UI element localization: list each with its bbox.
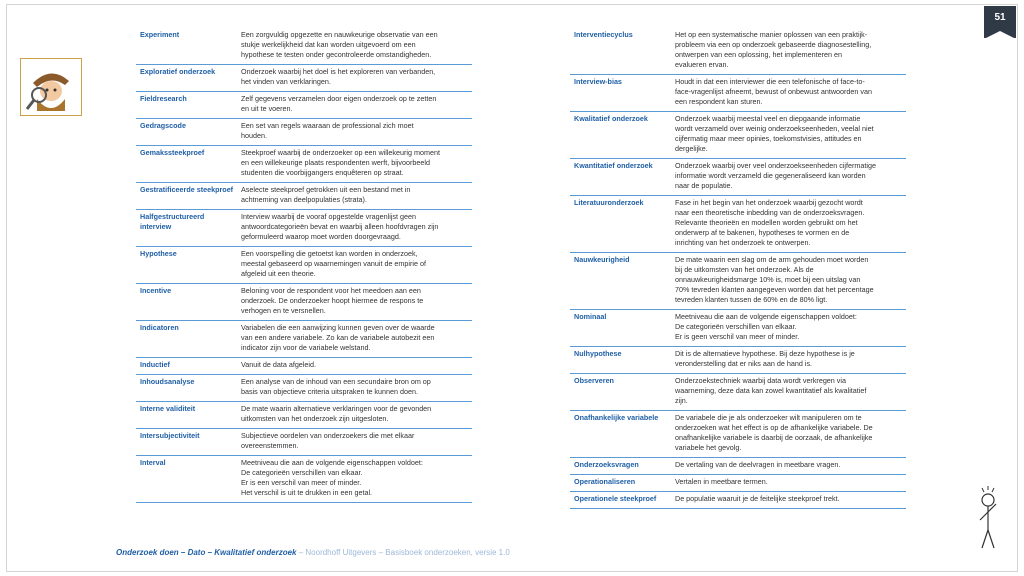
glossary-entry: [136, 375, 472, 402]
page-number-badge: [984, 6, 1016, 38]
glossary-definition: De populatie waaruit je de feitelijke steekproef trekt.: [675, 494, 840, 503]
glossary-term: Onderzoeksvragen: [574, 460, 639, 469]
glossary-entry: [570, 347, 906, 374]
glossary-term: Kwantitatief onderzoek: [574, 161, 653, 170]
glossary-entry: [570, 112, 906, 159]
footer-series: Onderzoek doen – Dato – Kwalitatief onderzoek: [116, 548, 297, 557]
glossary-term: Kwalitatief onderzoek: [574, 114, 648, 123]
glossary-term: Exploratief onderzoek: [140, 67, 216, 76]
glossary-entry: [136, 210, 472, 247]
glossary-entry: [136, 65, 472, 92]
glossary-term: Operationele steekproef: [574, 494, 657, 503]
glossary-entry: [136, 247, 472, 284]
glossary-definition: Het op een systematische manier oplossen van een praktijk- probleem via een op onderzoek gebaseerde diagnosestelling, ontwerpen van een oplossing, het implementeren en evalueren ervan.: [675, 30, 872, 69]
glossary-term: Onafhankelijke variabele: [574, 413, 659, 422]
glossary-definition: Meetniveau die aan de volgende eigenschappen voldoet: De categorieën verschillen van elkaar. Er is een verschil van meer of minder. Het verschil is uit te drukken in een getal.: [241, 458, 423, 497]
glossary-term: Nominaal: [574, 312, 607, 321]
glossary-definition: De mate waarin alternatieve verklaringen voor de gevonden uitkomsten van het onderzoek zijn uitgesloten.: [241, 404, 432, 423]
glossary-term: Interview-bias: [574, 77, 622, 86]
glossary-term: Halfgestructureerd interview: [140, 212, 205, 231]
glossary-term: Gedragscode: [140, 121, 186, 130]
glossary-entry: [570, 411, 906, 458]
glossary-definition: Interview waarbij de vooraf opgestelde vragenlijst geen antwoordcategorieën bevat en waarbij alleen hoofdvragen zijn geformuleerd waarop moet worden doorgevraagd.: [241, 212, 439, 241]
glossary-entry: [570, 253, 906, 310]
footer-publisher: Noordhoff Uitgevers – Basisboek onderzoeken, versie 1.0: [305, 548, 510, 557]
glossary-definition: Een zorgvuldig opgezette en nauwkeurige observatie van een stukje werkelijkheid dat kan worden uitgevoerd om een hypothese te testen onder gecontroleerde omstandigheden.: [241, 30, 438, 59]
glossary-entry: [136, 183, 472, 210]
glossary-term: Interval: [140, 458, 166, 467]
glossary-entry: [136, 358, 472, 375]
glossary-definition: Variabelen die een aanwijzing kunnen geven over de waarde van een andere variabele. Zo kan de variabele autobezit een indicator zijn voor de variabele welstand.: [241, 323, 435, 352]
glossary-definition: Fase in het begin van het onderzoek waarbij gezocht wordt naar een theoretische inbedding van de onderzoeksvragen. Relevante theorieën en modellen worden gebruikt om het onderwerp af te bakenen, hypotheses te vormen en de inrichting van het onderzoek te ontwerpen.: [675, 198, 865, 247]
glossary-term: Gestratificeerde steekproef: [140, 185, 234, 194]
glossary-entry: [136, 28, 472, 65]
glossary-term: Observeren: [574, 376, 614, 385]
glossary-definition: Subjectieve oordelen van onderzoekers die met elkaar overeenstemmen.: [241, 431, 415, 450]
glossary-entry: [136, 146, 472, 183]
glossary-entry: [136, 429, 472, 456]
glossary-entry: [136, 284, 472, 321]
glossary-right-column: [570, 28, 906, 509]
glossary-definition: Onderzoek waarbij meestal veel en diepgaande informatie wordt verzameld over weinig onderzoekseenheden, veelal niet cijfermatig maar meer opinies, toekomstvisies, attitudes en dergelijke.: [675, 114, 874, 153]
glossary-term: Intersubjectiviteit: [140, 431, 200, 440]
glossary-definition: De mate waarin een slag om de arm gehouden moet worden bij de uitkomsten van het onderzoek. Als de onnauwkeurigheidsmarge 10% is, moet bij een uitslag van 70% tevreden klanten aangegeven worden dat het percentage tevreden klanten tussen de 60% en de 80% ligt.: [675, 255, 874, 304]
glossary-entry: [136, 402, 472, 429]
glossary-term: Experiment: [140, 30, 180, 39]
glossary-definition: De vertaling van de deelvragen in meetbare vragen.: [675, 460, 841, 469]
glossary-left-column: [136, 28, 472, 503]
glossary-entry: [570, 492, 906, 509]
glossary-definition: Houdt in dat een interviewer die een telefonische of face-to- face-vragenlijst afneemt, bewust of onbewust antwoorden van een respondent kan sturen.: [675, 77, 872, 106]
glossary-term: Operationaliseren: [574, 477, 636, 486]
glossary-definition: Een set van regels waaraan de professional zich moet houden.: [241, 121, 414, 140]
glossary-definition: Aselecte steekproef getrokken uit een bestand met in achtneming van deelpopulaties (strata).: [241, 185, 411, 204]
glossary-entry: [136, 321, 472, 358]
page-footer: Onderzoek doen – Dato – Kwalitatief onderzoek – Noordhoff Uitgevers – Basisboek onderzoeken, versie 1.0: [116, 548, 510, 557]
glossary-term: Hypothese: [140, 249, 177, 258]
glossary-term: Incentive: [140, 286, 172, 295]
glossary-entry: [136, 92, 472, 119]
glossary-entry: [570, 196, 906, 253]
glossary-definition: Dit is de alternatieve hypothese. Bij deze hypothese is je veronderstelling dat er niks aan de hand is.: [675, 349, 855, 368]
glossary-entry: [570, 159, 906, 196]
glossary-definition: Een analyse van de inhoud van een secundaire bron om op basis van objectieve criteria uitspraken te kunnen doen.: [241, 377, 431, 396]
glossary-definition: Vertalen in meetbare termen.: [675, 477, 768, 486]
glossary-term: Interventiecyclus: [574, 30, 633, 39]
idea-stickman-icon: [976, 484, 1002, 552]
glossary-entry: [570, 75, 906, 112]
glossary-entry: [570, 475, 906, 492]
glossary-definition: Onderzoek waarbij het doel is het exploreren van verbanden, het vinden van verklaringen.: [241, 67, 436, 86]
glossary-definition: Steekproef waarbij de onderzoeker op een willekeurig moment en een willekeurige plaats respondenten werft, bijvoorbeeld studenten die voorbijgangers enquêteren op straat.: [241, 148, 440, 177]
glossary-term: Indicatoren: [140, 323, 179, 332]
glossary-term: Gemakssteekproef: [140, 148, 205, 157]
glossary-entry: [136, 456, 472, 503]
glossary-term: Inhoudsanalyse: [140, 377, 195, 386]
glossary-definition: Onderzoekstechniek waarbij data wordt verkregen via waarneming, deze data kan zowel kwantitatief als kwalitatief zijn.: [675, 376, 867, 405]
glossary-term: Nulhypothese: [574, 349, 622, 358]
glossary-entry: [570, 374, 906, 411]
page-number: 51: [994, 12, 1006, 23]
glossary-definition: Vanuit de data afgeleid.: [241, 360, 316, 369]
glossary-term: Inductief: [140, 360, 170, 369]
glossary-term: Literatuuronderzoek: [574, 198, 644, 207]
glossary-definition: Een voorspelling die getoetst kan worden in onderzoek, meestal gebaseerd op waarnemingen vanuit de empirie of afgeleid uit een theorie.: [241, 249, 426, 278]
glossary-term: Interne validiteit: [140, 404, 196, 413]
glossary-entry: [570, 458, 906, 475]
glossary-entry: [570, 310, 906, 347]
glossary-definition: Meetniveau die aan de volgende eigenschappen voldoet: De categorieën verschillen van elkaar. Er is geen verschil van meer of minder.: [675, 312, 857, 341]
glossary-definition: Onderzoek waarbij over veel onderzoekseenheden cijfermatige informatie wordt verzameld die gegeneraliseerd kan worden naar de populatie.: [675, 161, 876, 190]
glossary-entry: [570, 28, 906, 75]
glossary-term: Nauwkeurigheid: [574, 255, 630, 264]
glossary-definition: De variabele die je als onderzoeker wilt manipuleren om te onderzoeken wat het effect is op de afhankelijke variabele. De onafhankelijke variabele is daarbij de oorzaak, de afhankelijke variabele het gevolg.: [675, 413, 873, 452]
glossary-entry: [136, 119, 472, 146]
glossary-definition: Beloning voor de respondent voor het meedoen aan een onderzoek. De onderzoeker hoopt hiermee de respons te verhogen en te versnellen.: [241, 286, 424, 315]
glossary-definition: Zelf gegevens verzamelen door eigen onderzoek op te zetten en uit te voeren.: [241, 94, 437, 113]
detective-icon: [20, 58, 82, 116]
glossary-term: Fieldresearch: [140, 94, 187, 103]
